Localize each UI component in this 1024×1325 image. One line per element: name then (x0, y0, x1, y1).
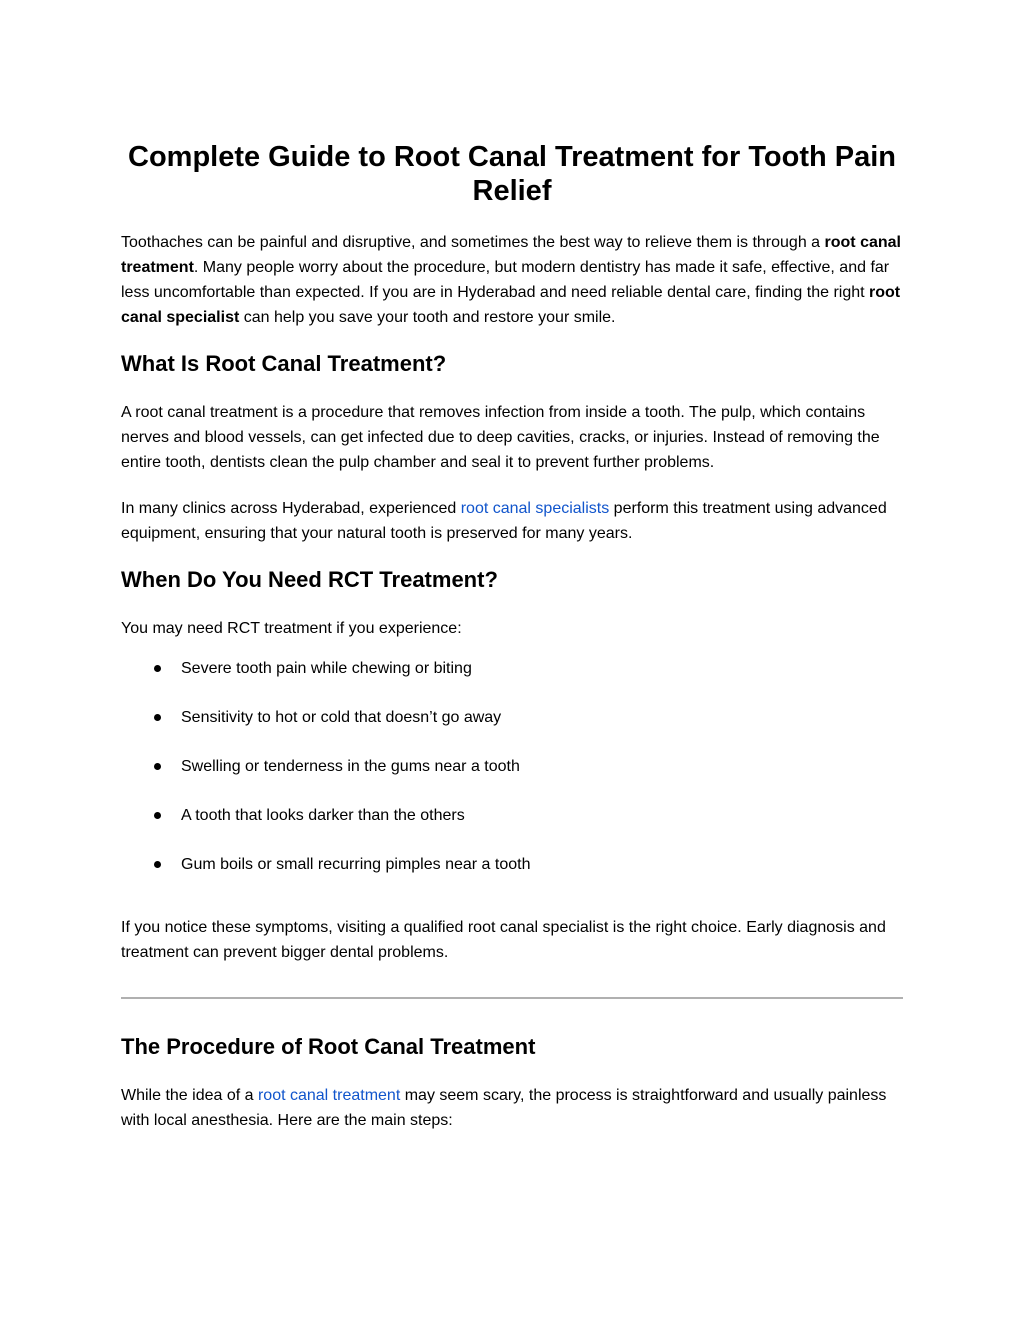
symptoms-outro-paragraph: If you notice these symptoms, visiting a qualified root canal specialist is the right choice. Early diagnosis and treatment can prevent bigger dental problems. (121, 919, 886, 961)
intro-text-1: Toothaches can be painful and disruptive, and sometimes the best way to relieve them is through a (121, 234, 825, 251)
list-item-label: Gum boils or small recurring pimples near a tooth (181, 856, 531, 873)
bullet-icon (154, 861, 161, 868)
symptoms-lead-text: You may need RCT treatment if you experience: (121, 620, 462, 637)
clinics-text-2: perform this treatment using advanced equipment, ensuring that your natural tooth is preserved for many years. (121, 500, 887, 542)
list-item (121, 656, 903, 681)
intro-paragraph (121, 230, 903, 330)
procedure-text-1: While the idea of a (121, 1087, 258, 1104)
intro-text-2: . Many people worry about the procedure, but modern dentistry has made it safe, effective, and far less uncomfortable than expected. If you are in Hyderabad and need reliable dental care, finding the right (121, 259, 890, 301)
list-item (121, 852, 903, 877)
symptom-list (121, 656, 903, 877)
intro-bold-root-canal-treatment: root canal treatment (121, 234, 901, 276)
list-item-label: A tooth that looks darker than the others (181, 807, 465, 824)
heading-when-need-rct: When Do You Need RCT Treatment? (121, 567, 498, 592)
bullet-icon (154, 763, 161, 770)
intro-text-3: can help you save your tooth and restore your smile. (239, 309, 616, 326)
list-item-label: Sensitivity to hot or cold that doesn’t go away (181, 709, 502, 726)
procedure-text-2: may seem scary, the process is straightforward and usually painless with local anesthesia. Here are the main steps: (121, 1087, 887, 1129)
clinics-paragraph (121, 496, 903, 546)
bullet-icon (154, 665, 161, 672)
list-item (121, 705, 903, 730)
list-item-label: Severe tooth pain while chewing or biting (181, 660, 472, 677)
section-divider (121, 997, 903, 999)
root-canal-treatment-link[interactable]: root canal treatment (257, 1087, 401, 1104)
page-title: Complete Guide to Root Canal Treatment for Tooth Pain Relief (128, 141, 896, 207)
list-item (121, 754, 903, 779)
heading-what-is-root-canal: What Is Root Canal Treatment? (121, 351, 447, 376)
clinics-text-1: In many clinics across Hyderabad, experienced (121, 500, 461, 517)
bullet-icon (154, 812, 161, 819)
root-canal-specialists-link[interactable]: root canal specialists (460, 500, 610, 517)
list-item (121, 803, 903, 828)
procedure-paragraph (121, 1083, 903, 1133)
bullet-icon (154, 714, 161, 721)
heading-procedure: The Procedure of Root Canal Treatment (121, 1034, 536, 1059)
what-is-paragraph: A root canal treatment is a procedure that removes infection from inside a tooth. The pulp, which contains nerves and blood vessels, can get infected due to deep cavities, cracks, or injuries. Instead of removing the entire tooth, dentists clean the pulp chamber and seal it to prevent further problems. (121, 404, 880, 471)
list-item-label: Swelling or tenderness in the gums near a tooth (181, 758, 520, 775)
intro-bold-root-canal-specialist: root canal specialist (121, 284, 901, 326)
